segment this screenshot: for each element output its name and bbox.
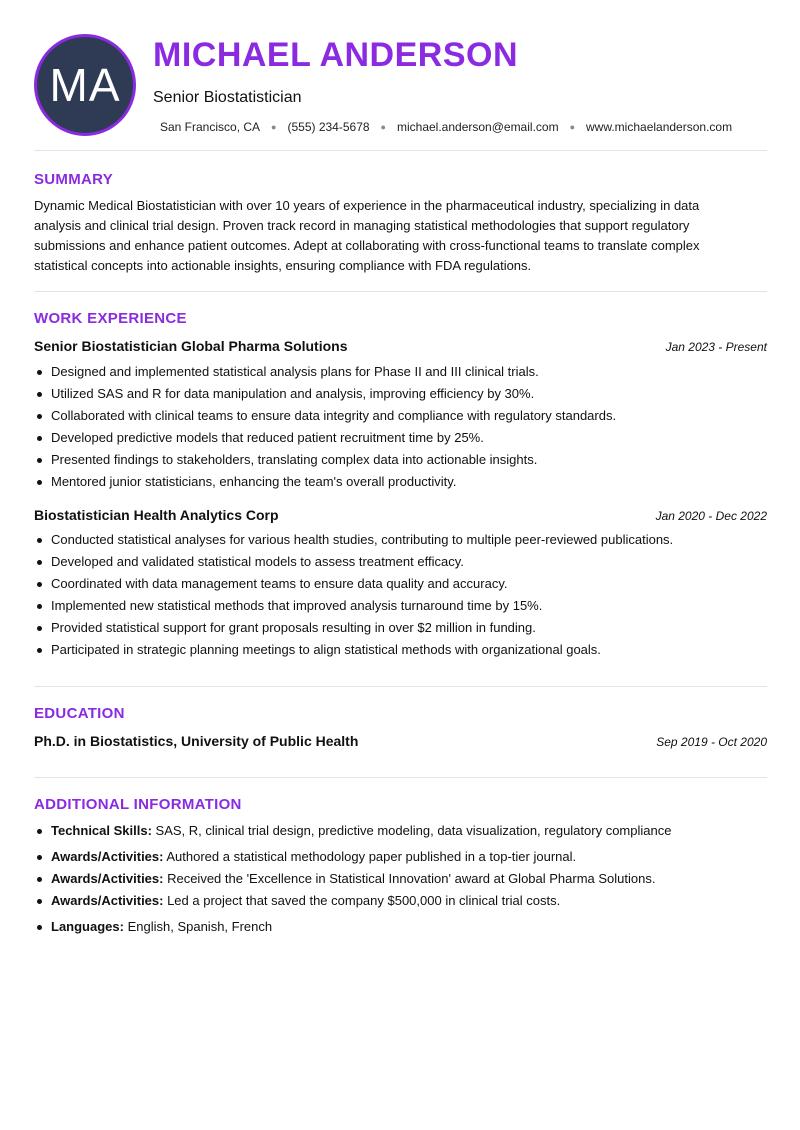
item-label: Awards/Activities: xyxy=(51,849,164,864)
job-header xyxy=(34,507,767,523)
job-title: Biostatistician Health Analytics Corp xyxy=(34,507,279,523)
item-text: Authored a statistical methodology paper published in a top-tier journal. xyxy=(163,849,577,864)
divider xyxy=(34,777,767,778)
job-date: Jan 2020 - Dec 2022 xyxy=(655,509,767,523)
item-text: Led a project that saved the company $500,000 in clinical trial costs. xyxy=(163,893,561,908)
list-item: Designed and implemented statistical analysis plans for Phase II and III clinical trials. xyxy=(34,361,767,383)
list-item xyxy=(34,846,767,868)
item-text: SAS, R, clinical trial design, predictive modeling, data visualization, regulatory compliance xyxy=(151,823,672,838)
degree: Ph.D. in Biostatistics, University of Public Health xyxy=(34,733,359,749)
item-label: Languages: xyxy=(51,919,124,934)
separator-dot: ● xyxy=(271,122,277,132)
item-label: Awards/Activities: xyxy=(51,893,164,908)
list-item xyxy=(34,916,767,938)
list-item xyxy=(34,820,767,846)
divider xyxy=(34,291,767,292)
contact-phone: (555) 234-5678 xyxy=(287,120,370,134)
additional-list xyxy=(34,820,767,938)
list-item: Mentored junior statisticians, enhancing the team's overall productivity. xyxy=(34,471,767,493)
job-header xyxy=(34,338,767,354)
list-item: Developed and validated statistical models to assess treatment efficacy. xyxy=(34,551,767,573)
item-text: Received the 'Excellence in Statistical Innovation' award at Global Pharma Solutions. xyxy=(163,871,656,886)
education-heading: EDUCATION xyxy=(34,705,125,722)
education-date: Sep 2019 - Oct 2020 xyxy=(656,735,767,749)
avatar xyxy=(34,34,136,136)
list-item xyxy=(34,890,767,916)
list-item: Conducted statistical analyses for various health studies, contributing to multiple peer-reviewed publications. xyxy=(34,529,767,551)
divider xyxy=(34,686,767,687)
job-role: Senior Biostatistician xyxy=(153,89,302,106)
separator-dot: ● xyxy=(380,122,386,132)
job-bullets xyxy=(34,361,767,493)
list-item: Participated in strategic planning meetings to align statistical methods with organizational goals. xyxy=(34,639,767,661)
list-item: Implemented new statistical methods that improved analysis turnaround time by 15%. xyxy=(34,595,767,617)
list-item: Utilized SAS and R for data manipulation and analysis, improving efficiency by 30%. xyxy=(34,383,767,405)
job-title: Senior Biostatistician Global Pharma Solutions xyxy=(34,338,348,354)
item-text: English, Spanish, French xyxy=(123,919,273,934)
contact-line xyxy=(160,120,732,134)
list-item: Collaborated with clinical teams to ensure data integrity and compliance with regulatory standards. xyxy=(34,405,767,427)
avatar-initials: MA xyxy=(49,59,121,111)
additional-heading: ADDITIONAL INFORMATION xyxy=(34,796,242,813)
divider xyxy=(34,150,767,151)
candidate-name: MICHAEL ANDERSON xyxy=(153,36,519,74)
separator-dot: ● xyxy=(569,122,576,132)
list-item xyxy=(34,868,767,890)
contact-email: michael.anderson@email.com xyxy=(396,120,559,134)
education-entry xyxy=(34,733,767,749)
job-date: Jan 2023 - Present xyxy=(665,340,767,354)
list-item: Presented findings to stakeholders, translating complex data into actionable insights. xyxy=(34,449,767,471)
list-item: Coordinated with data management teams to ensure data quality and accuracy. xyxy=(34,573,767,595)
experience-heading: WORK EXPERIENCE xyxy=(34,310,187,327)
list-item: Provided statistical support for grant proposals resulting in over $2 million in funding. xyxy=(34,617,767,639)
item-label: Technical Skills: xyxy=(51,823,152,838)
job-bullets xyxy=(34,529,767,661)
summary-heading: SUMMARY xyxy=(34,171,114,188)
contact-website: www.michaelanderson.com xyxy=(586,120,733,134)
contact-location: San Francisco, CA xyxy=(160,120,261,134)
list-item: Developed predictive models that reduced patient recruitment time by 25%. xyxy=(34,427,767,449)
item-label: Awards/Activities: xyxy=(51,871,164,886)
summary-text: Dynamic Medical Biostatistician with over 10 years of experience in the pharmaceutical industry, specializing in data analysis and clinical trial design. Proven track record in managing statistical methodologies that support regulatory submissions and enhance patient outcomes. Adept at collaborating with cross-functional teams to translate complex statistical concepts into actionable insights, ensuring compliance with FDA regulations. xyxy=(34,198,700,273)
